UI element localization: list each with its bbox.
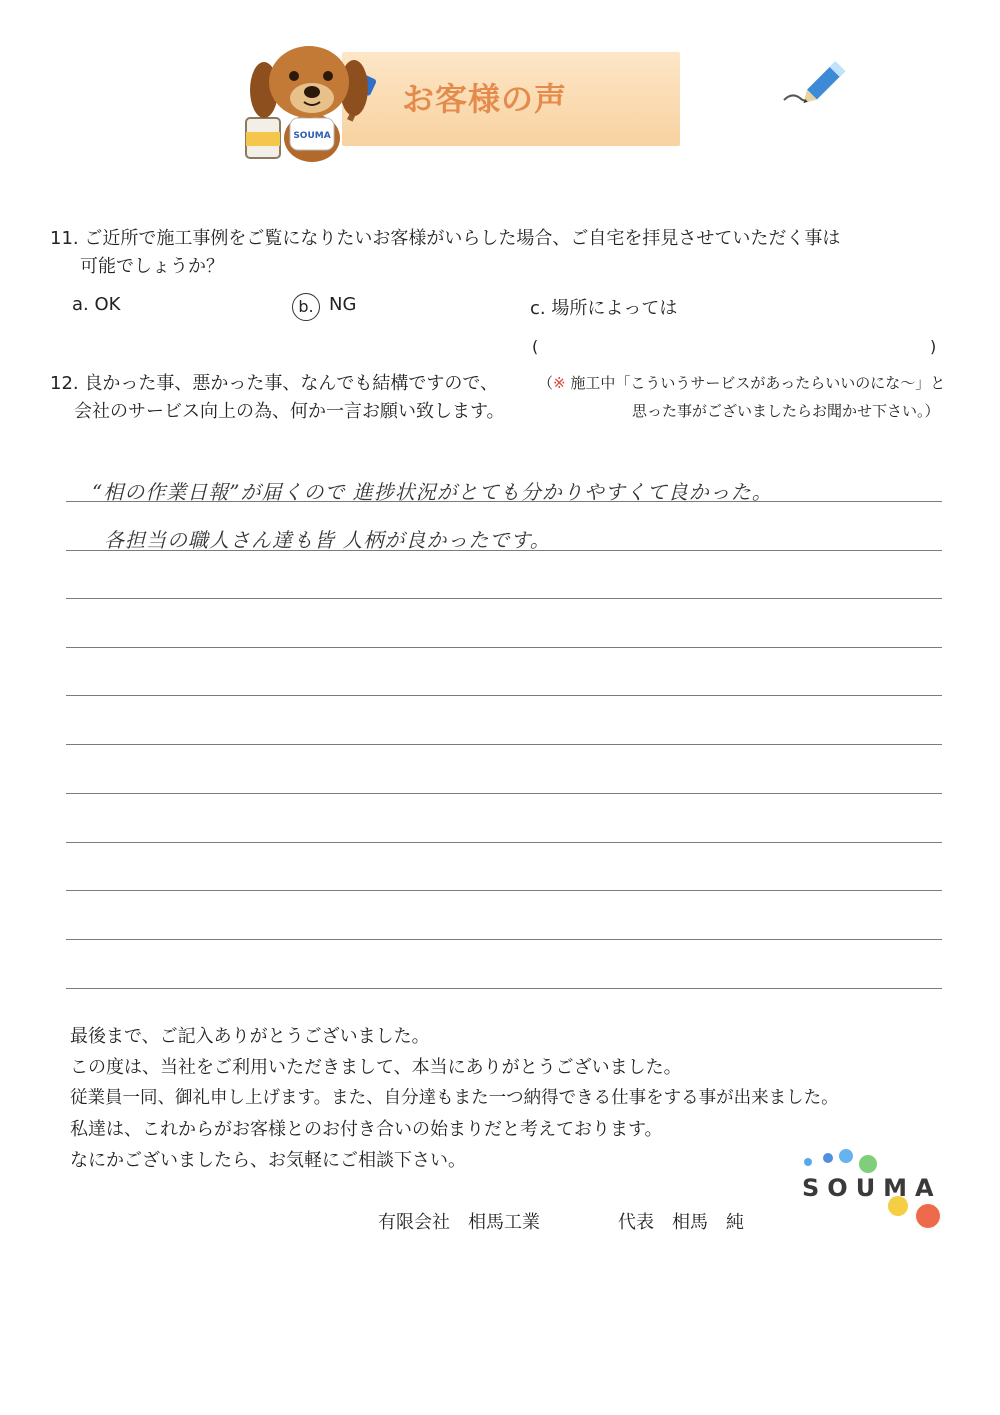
logo-text: SOUMA: [802, 1174, 942, 1202]
page-title: お客様の声: [402, 80, 568, 118]
ruled-line: [66, 988, 942, 989]
q11-line2: 可能でしょうか？: [80, 256, 224, 277]
q11-option-b-circled: b.: [292, 293, 320, 321]
note-asterisk-mark: ※: [553, 374, 566, 392]
ruled-line: [66, 598, 942, 599]
pencil-icon: [780, 56, 852, 112]
q12-line2: 会社のサービス向上の為、何か一言お願い致します。: [74, 401, 505, 422]
ruled-line: [66, 939, 942, 940]
ruled-line: [66, 890, 942, 891]
q11-paren-open: (: [532, 337, 539, 356]
company-name: 有限会社 相馬工業: [378, 1212, 540, 1233]
closing-line2: この度は、当社をご利用いただきまして、本当にありがとうございました。: [70, 1057, 682, 1078]
ruled-line: [66, 501, 942, 502]
q11-option-c: c. 場所によっては: [530, 298, 678, 319]
ruled-line: [66, 550, 942, 551]
q12-note-line1: （※ 施工中「こういうサービスがあったらいいのにな～」と: [538, 374, 946, 392]
q12-line1: 12. 良かった事、悪かった事、なんでも結構ですので、: [50, 373, 498, 394]
souma-logo: [800, 1148, 950, 1232]
answer-line2: 各担当の職人さん達も皆 人柄が良かったです。: [104, 528, 551, 552]
ruled-line: [66, 744, 942, 745]
answer-line1: “相の作業日報”が届くので 進捗状況がとても分かりやすくて良かった。: [92, 480, 773, 504]
ruled-line: [66, 695, 942, 696]
q11-line1: 11. ご近所で施工事例をご覧になりたいお客様がいらした場合、ご自宅を拝見させていただく事は: [50, 228, 841, 249]
closing-line4: 私達は、これからがお客様とのお付き合いの始まりだと考えております。: [70, 1119, 663, 1140]
q11-option-a: a. OK: [72, 294, 121, 315]
mascot-shirt-text: SOUMA: [293, 131, 331, 141]
ruled-line: [66, 793, 942, 794]
q12-note-line2: 思った事がございましたらお聞かせ下さい。）: [632, 402, 940, 420]
closing-line1: 最後まで、ご記入ありがとうございました。: [70, 1026, 430, 1047]
closing-line5: なにかございましたら、お気軽にご相談下さい。: [70, 1150, 466, 1171]
dog-mascot-icon: [242, 40, 382, 165]
closing-line3: 従業員一同、御礼申し上げます。また、自分達もまた一つ納得できる仕事をする事が出来ました。: [70, 1088, 839, 1108]
representative-name: 代表 相馬 純: [618, 1212, 744, 1233]
q11-paren-close: ): [930, 337, 937, 356]
ruled-line: [66, 647, 942, 648]
ruled-line: [66, 842, 942, 843]
q11-option-b-label: NG: [329, 294, 357, 315]
